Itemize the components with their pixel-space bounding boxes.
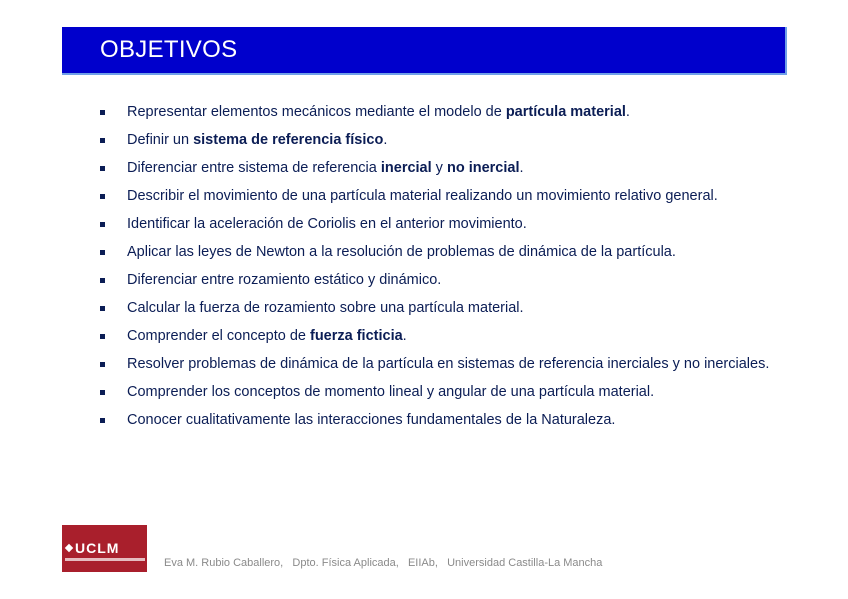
objective-item	[97, 354, 777, 375]
objective-item	[97, 298, 777, 319]
square-bullet-icon	[100, 222, 105, 227]
objective-emphasis: partícula material	[505, 104, 626, 120]
square-bullet-icon	[100, 166, 105, 171]
objective-text: Describir el movimiento de una partícula material realizando un movimiento relativo general.	[127, 188, 718, 204]
objective-item	[97, 158, 777, 179]
objective-text: Resolver problemas de dinámica de la partícula en sistemas de referencia inerciales y no inerciales.	[127, 356, 770, 372]
objectives-list	[97, 102, 777, 438]
square-bullet-icon	[100, 306, 105, 311]
objective-item	[97, 102, 777, 123]
objective-text: Definir un	[127, 132, 194, 148]
objective-text: Comprender los conceptos de momento lineal y angular de una partícula material.	[127, 384, 655, 400]
logo-subtitle-line	[65, 558, 145, 561]
objective-item	[97, 130, 777, 151]
objective-item	[97, 214, 777, 235]
objective-text: Calcular la fuerza de rozamiento sobre una partícula material.	[127, 300, 524, 316]
objective-text: Aplicar las leyes de Newton a la resolución de problemas de dinámica de la partícula.	[127, 244, 676, 260]
objective-emphasis: inercial	[380, 160, 432, 176]
objective-text: Representar elementos mecánicos mediante el modelo de	[127, 104, 506, 120]
logo-wordmark	[66, 540, 119, 556]
footer-author: Eva M. Rubio Caballero,	[164, 557, 284, 569]
objective-text: Identificar la aceleración de Coriolis en el anterior movimiento.	[127, 216, 527, 232]
footer-dept: Dpto. Física Aplicada,	[292, 557, 399, 569]
objective-text: Diferenciar entre sistema de referencia	[127, 160, 381, 176]
footer-school: EIIAb,	[407, 557, 438, 569]
objective-item	[97, 382, 777, 403]
square-bullet-icon	[100, 418, 105, 423]
square-bullet-icon	[100, 194, 105, 199]
objective-item	[97, 186, 777, 207]
square-bullet-icon	[100, 362, 105, 367]
objective-text: y	[431, 160, 447, 176]
objective-emphasis: no inercial	[446, 160, 520, 176]
logo-diamond-icon	[65, 544, 73, 552]
square-bullet-icon	[100, 250, 105, 255]
objective-emphasis: sistema de referencia físico	[193, 132, 384, 148]
title-bar	[62, 27, 787, 75]
objective-text: .	[625, 104, 630, 120]
logo-text: UCLM	[75, 540, 120, 556]
objective-item	[97, 410, 777, 431]
objective-emphasis: fuerza ficticia	[309, 328, 403, 344]
objective-text: .	[383, 132, 388, 148]
square-bullet-icon	[100, 110, 105, 115]
square-bullet-icon	[100, 278, 105, 283]
objective-text: Conocer cualitativamente las interacciones fundamentales de la Naturaleza.	[127, 412, 616, 428]
objective-text: .	[402, 328, 407, 344]
objective-text: Diferenciar entre rozamiento estático y dinámico.	[127, 272, 442, 288]
square-bullet-icon	[100, 334, 105, 339]
footer	[164, 557, 602, 569]
objective-item	[97, 270, 777, 291]
objective-item	[97, 242, 777, 263]
slide-title: OBJETIVOS	[100, 36, 238, 63]
square-bullet-icon	[100, 390, 105, 395]
square-bullet-icon	[100, 138, 105, 143]
objective-text: .	[519, 160, 524, 176]
objective-item	[97, 326, 777, 347]
footer-university: Universidad Castilla-La Mancha	[447, 557, 603, 569]
uclm-logo	[62, 525, 147, 572]
objective-text: Comprender el concepto de	[127, 328, 310, 344]
